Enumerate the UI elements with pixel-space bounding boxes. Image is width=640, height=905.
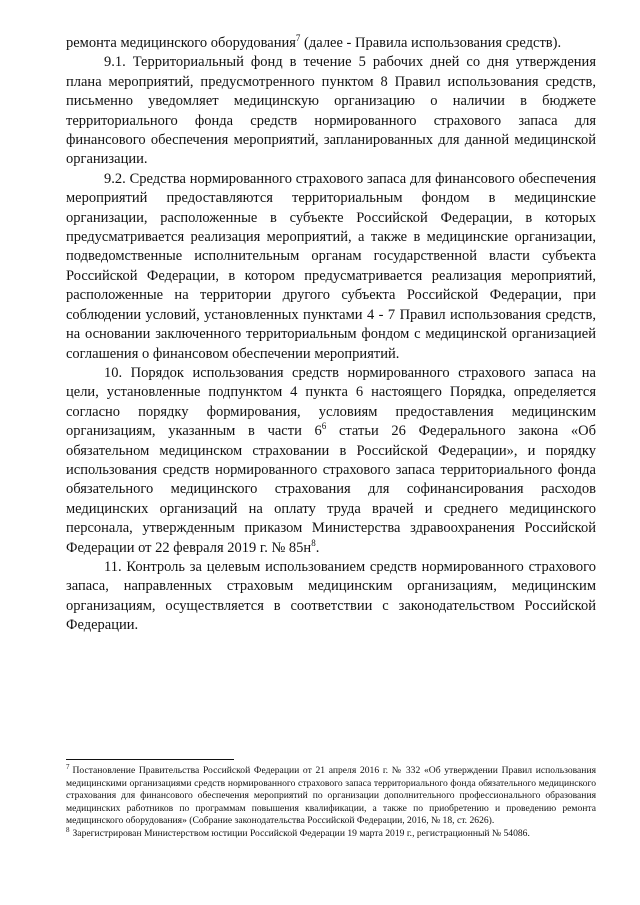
paragraph-text: 10. Порядок использования средств нормированного страхового запаса на цели, установленные подпунктом 4 пункта 6 настоящего Порядка, определяется согласно порядку формирования, условиям предоставления медицинским организациям, указанным в части 6 <box>66 364 596 440</box>
paragraph-9-1: 9.1. Территориальный фонд в течение 5 рабочих дней со дня утверждения плана мероприятий, предусмотренного пунктом 8 Правил использования средств, письменно уведомляет медицинскую организацию о наличии в бюджете территориального фонда средств нормированного страхового запаса для финансового обеспечения мероприятий, запланированных для данной медицинской организации. <box>66 54 596 168</box>
footnote-text: Постановление Правительства Российской Федерации от 21 апреля 2016 г. № 332 «Об утверждении Правил использования медицинскими организациями средств нормированного страхового запаса территориального фонда обязательного медицинского страхования для финансового обеспечения мероприятий по организации дополнительного профессионального образования медицинских работников по программам повышения квалификации, а также по приобретению и проведению ремонта медицинского оборудования» (Собрание законодательства Российской Федерации, 2016, № 18, ст. 2626). <box>66 765 596 827</box>
paragraph-continuation <box>66 34 596 53</box>
paragraph-10 <box>66 364 596 558</box>
paragraph-text: . <box>315 539 320 556</box>
paragraph-text: статьи 26 Федерального закона «Об обязательном медицинском страховании в Российской Федерации», и порядку использования средств нормированного страхового запаса территориального фонда обязательного медицинского страхования для софинансирования расходов медицинских организаций на оплату труда врачей и среднего медицинского персонала, утвержденным приказом Министерства здравоохранения Российской Федерации от 22 февраля 2019 г. № 85н <box>66 423 596 556</box>
footnote-separator <box>66 759 234 760</box>
footnote-mark: 8 <box>66 825 70 834</box>
footnote-ref-7: 7 <box>295 33 301 44</box>
superscript-6: 6 <box>321 421 327 432</box>
footnotes <box>66 762 596 841</box>
footnote-text: Зарегистрирован Министерством юстиции Российской Федерации 19 марта 2019 г., регистрационный № 54086. <box>72 827 530 839</box>
footnote-ref-8: 8 <box>311 537 316 548</box>
footnote-8 <box>66 825 596 841</box>
footnote-7 <box>66 762 596 828</box>
paragraph-11: 11. Контроль за целевым использованием средств нормированного страхового запаса, направленных страховым медицинским организациям, медицинским организациям, осуществляется в соответствии с законодательством Российской Федерации. <box>66 558 596 634</box>
footnote-mark: 7 <box>66 762 70 771</box>
paragraph-text: ремонта медицинского оборудования <box>66 35 296 51</box>
paragraph-text: (далее - Правила использования средств). <box>300 35 562 51</box>
paragraph-9-2: 9.2. Средства нормированного страхового запаса для финансового обеспечения мероприятий предоставляются территориальным фондом в медицинские организации, расположенные в субъекте Российской Федерации, в которых предусматривается реализация мероприятий, а также в медицинские организации, подведомственные исполнительным органам государственной власти субъекта Российской Федерации, в котором предусматривается реализация мероприятий, расположенные на территории другого субъекта Российской Федерации, при соблюдении условий, установленных пунктами 4 - 7 Правил использования средств, на основании заключенного территориальным фондом с медицинской организацией соглашения о финансовом обеспечении мероприятий. <box>66 170 596 362</box>
document-body <box>66 34 596 636</box>
